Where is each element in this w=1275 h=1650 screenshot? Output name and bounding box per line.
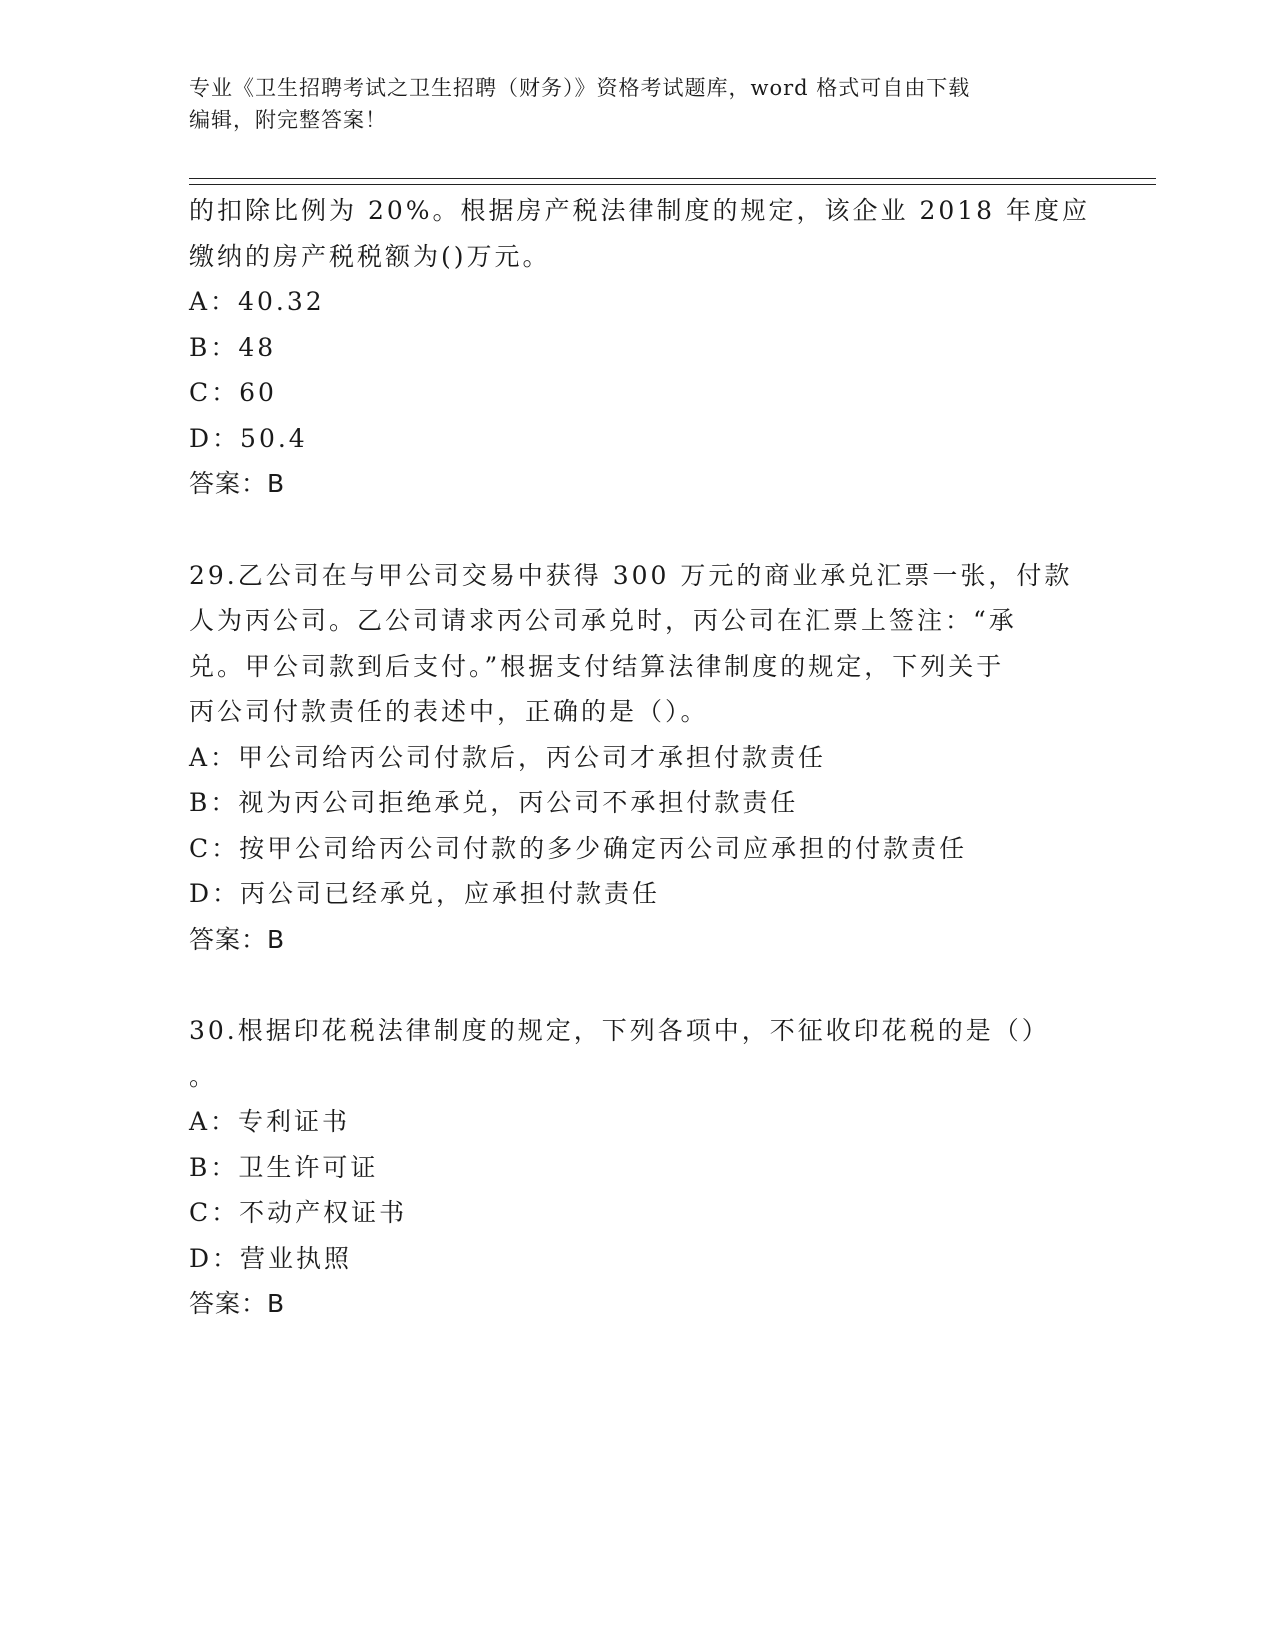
spacer (189, 962, 1089, 1008)
question-text-line: 缴纳的房产税税额为()万元。 (189, 241, 551, 271)
question-text-line: 。 (189, 1061, 218, 1091)
option-a: A：专利证书 (189, 1107, 351, 1136)
question-text-line: 29.乙公司在与甲公司交易中获得 300 万元的商业承兑汇票一张，付款 (189, 560, 1073, 590)
option-d: D：丙公司已经承兑，应承担付款责任 (189, 879, 661, 908)
answer-line: 答案：B (189, 924, 286, 954)
spacer (189, 507, 1089, 553)
option-d: D：50.4 (189, 423, 308, 453)
answer-line: 答案：B (189, 1289, 286, 1318)
option-d: D：营业执照 (189, 1243, 353, 1273)
option-c: C：按甲公司给丙公司付款的多少确定丙公司应承担的付款责任 (189, 833, 968, 863)
question-28 (189, 188, 1089, 507)
question-content (189, 188, 1089, 1327)
page-header (189, 72, 1089, 136)
header-line-2: 编辑，附完整答案！ (189, 108, 387, 132)
option-b: B：卫生许可证 (189, 1152, 379, 1182)
option-c: C：不动产权证书 (189, 1198, 408, 1227)
question-text-line: 丙公司付款责任的表述中，正确的是（）。 (189, 697, 709, 726)
option-c: C：60 (189, 378, 277, 407)
option-a: A：40.32 (189, 287, 325, 316)
question-text-line: 兑。甲公司款到后支付。”根据支付结算法律制度的规定，下列关于 (189, 651, 1005, 681)
header-line-1: 专业《卫生招聘考试之卫生招聘（财务）》资格考试题库，word 格式可自由下载 (189, 76, 971, 100)
question-text-line: 30.根据印花税法律制度的规定，下列各项中，不征收印花税的是（） (189, 1016, 1050, 1045)
option-a: A：甲公司给丙公司付款后，丙公司才承担付款责任 (189, 742, 827, 772)
question-text-line: 人为丙公司。乙公司请求丙公司承兑时，丙公司在汇票上签注：“承 (189, 606, 1017, 635)
header-divider (189, 178, 1156, 185)
question-29 (189, 553, 1089, 963)
answer-line: 答案：B (189, 469, 286, 498)
option-b: B：48 (189, 332, 277, 362)
question-text-line: 的扣除比例为 20%。根据房产税法律制度的规定，该企业 2018 年度应 (189, 196, 1091, 225)
option-b: B：视为丙公司拒绝承兑，丙公司不承担付款责任 (189, 788, 799, 817)
question-30 (189, 1008, 1089, 1327)
